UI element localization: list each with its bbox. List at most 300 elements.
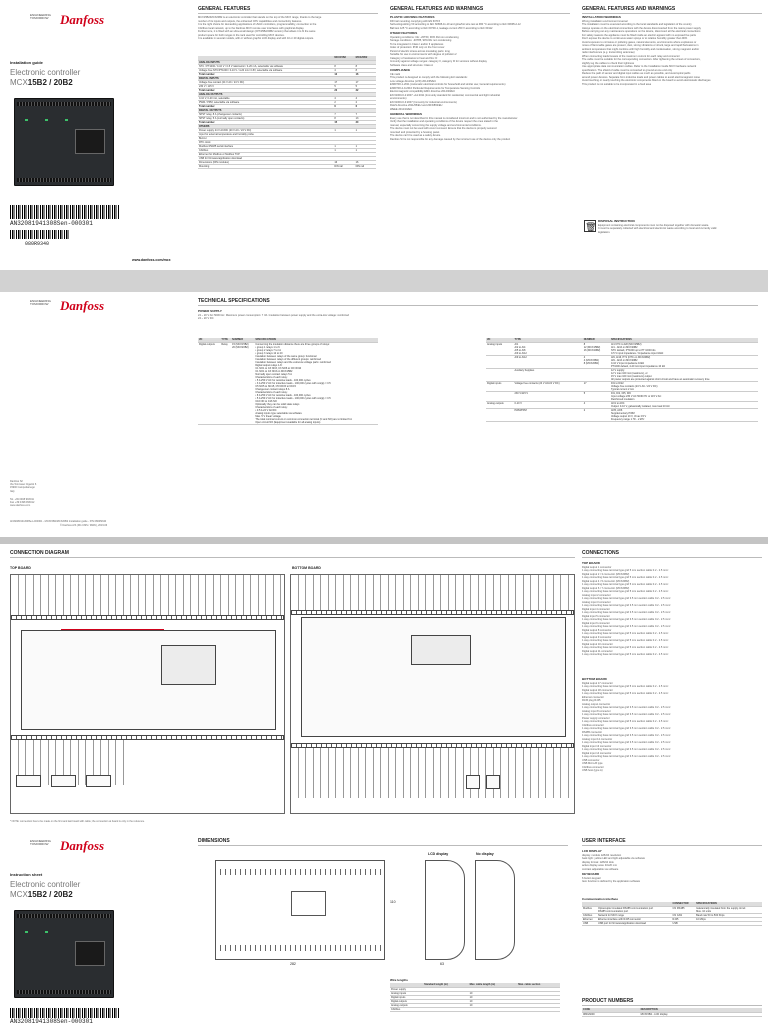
table-cell: 17 <box>583 381 610 391</box>
table-cell: Total number <box>198 72 333 76</box>
table-cell: NUMBER <box>583 338 610 342</box>
table-row <box>390 1007 560 1011</box>
instruction-sheet-title: Electronic controller <box>10 880 81 889</box>
table-cell: DIGITAL OUTPUTS <box>198 108 333 112</box>
side-view-no-display <box>475 860 515 960</box>
table-cell <box>583 368 610 381</box>
text-line: mounted and protected by a housing panel. <box>390 130 440 134</box>
text-line: Digital output 17 connector <box>582 681 613 685</box>
connections-top <box>582 560 762 670</box>
table-row <box>486 401 758 408</box>
text-line: To be integrated in Class I and/or II appliances <box>390 42 444 46</box>
text-line: ambient temperature that might combine with high humidity and condensation, strong magnetic and/or <box>582 47 700 51</box>
table-cell: SPECIFICATIONS <box>695 902 762 906</box>
brand-tagline-3: ENGINEERING TOMORROW <box>30 839 52 847</box>
table-cell: 10 <box>469 995 518 999</box>
table-cell: 15 <box>333 120 354 124</box>
table-cell: Digital inputs <box>390 995 423 999</box>
wire-length-table <box>390 983 560 1012</box>
table-cell <box>695 921 762 925</box>
text-line: number of its inputs and outputs, the enhanced CPU capabilities and connectivity features. <box>198 19 302 23</box>
table-cell: USB for firmware/application download <box>198 156 333 160</box>
side-view-lcd <box>425 860 465 960</box>
address-line: Italy <box>10 489 15 493</box>
spec-line: Max. 5 V linear voltage <box>255 414 281 418</box>
text-line: Analog input 12 connector <box>582 737 613 741</box>
section-heading: BOTTOM BOARD <box>582 677 607 681</box>
table-cell: CONNECTOR <box>672 902 696 906</box>
table-cell: SPST relay, 8 A (changeover contacts) <box>198 112 333 116</box>
spec-line: PT1000 default, 4-20 mA input impedance 10 kΩ <box>611 364 666 368</box>
contact-line: www.danfoss.com <box>10 504 31 508</box>
text-line: 24 ~ 20 V DC <box>198 317 214 320</box>
text-line: manual, especially concerning the supply voltage and environmental conditions. <box>390 123 482 127</box>
table-cell: I/O <box>198 338 220 342</box>
product-numbers-table <box>582 1008 762 1017</box>
general-warnings-body-1 <box>390 14 570 214</box>
table-cell: 4 <box>583 401 610 408</box>
table-cell: 17 <box>333 80 354 84</box>
text-line: The device can't be used as a safety device. <box>390 134 441 137</box>
text-line: Verify that the installation and operating conditions of the device respect the ones stated in the <box>390 120 498 123</box>
text-line: active display area: 40x20 mm <box>582 864 618 867</box>
text-line: When connecting loads beware of the maximum current for each relay and connector <box>582 54 680 58</box>
table-cell: 2 <box>583 408 610 421</box>
spec-line: • group 2 relays 7 to 11 <box>255 348 281 352</box>
table-cell <box>610 368 758 381</box>
section-heading: POWER SUPPLY <box>198 309 222 313</box>
text-line: Analog input 2 connector <box>582 593 611 597</box>
user-interface-title: USER INTERFACE <box>582 838 762 846</box>
table-row <box>582 1012 762 1016</box>
text-line: Digital output 18 connector <box>582 688 613 692</box>
table-cell: 230 V / 115 V <box>198 84 333 88</box>
spec-line: Insulation between relays and the extra-low voltage parts: reinforced <box>255 360 331 364</box>
dimension-height: 110 <box>390 900 396 904</box>
text-line: Operating conditions: CE: -20T60, 90% RH non condensing <box>390 35 459 39</box>
table-cell: 4 <box>355 96 376 100</box>
text-line: EN60730-2-9-2010 Particular Requirements for Temperature Sensing Controls <box>390 86 481 90</box>
spec-line: Frequency range 1 Hz - 2 kHz <box>611 417 645 421</box>
table-cell: Power supply 24 V AC/DC (20 V AC / 24 V DC) <box>198 128 333 132</box>
text-line: Digital output 2 / 3 connector (MCX20B2) <box>582 572 630 576</box>
text-line: 1 way connecting base terminal type grid 5 mm section cable 0.2 - 2.5 mm² <box>582 653 669 656</box>
top-board-label: TOP BOARD <box>10 566 31 570</box>
text-line: Analog input 8 connector <box>582 709 611 713</box>
connections-title: CONNECTIONS <box>582 550 762 558</box>
spec-line: • 3 A 250 V AC for inductive loads - 100,000 cycles with cos(φ) = 0.5 <box>255 381 331 385</box>
spec-line: C1 NO1 to C3 NO3 on MCX15B2 <box>255 369 293 373</box>
text-line: 1 way connecting base terminal type grid 3.5 mm section cable 0.2 - 2.5 mm² <box>582 597 671 600</box>
table-cell: Buzzer <box>198 136 333 140</box>
table-cell: 7 <box>333 112 354 116</box>
table-cell: TYPE <box>220 338 231 342</box>
table-cell: ANALOG INPUTS <box>198 60 333 64</box>
text-line: For safety reasons the appliance must be fitted inside an electric apparel with no exposed live parts <box>582 33 696 37</box>
text-line: 1 way connecting base terminal type grid 5 mm section cable 0.2 - 2.5 mm² <box>582 590 669 593</box>
table-cell: Analog outputs <box>486 401 514 408</box>
table-cell: Input for external temperature and humidity probe <box>198 132 333 136</box>
spec-line: NTC default, PT1000 up to PT 1000 bits <box>611 348 656 352</box>
table-cell: Auxiliary Supplies <box>514 368 583 381</box>
table-cell: USB <box>582 921 597 925</box>
text-line: back light: yellow LED and light adjustable via software <box>582 857 646 860</box>
disposal-instructions <box>598 218 760 238</box>
spec-line: AO5, AO6 <box>611 408 623 412</box>
table-cell: 8 12 (MCX15B2) 16 (MCX20B2) <box>583 342 610 355</box>
table-cell: 0-10 V, 0-20 mA, selectable <box>198 96 333 100</box>
text-line: Item function is defined by the application software <box>582 880 641 883</box>
features-table <box>198 56 376 169</box>
table-cell: Max. cable section <box>517 983 560 987</box>
text-line: Power supply connector <box>582 716 610 720</box>
table-row <box>198 342 378 424</box>
table-cell: Network for MCX range <box>597 913 672 917</box>
table-cell <box>486 391 514 401</box>
table-cell: DIN rail <box>333 164 354 168</box>
text-line: 1 way connecting base terminal type grid 5 mm section cable 0.2 - 2.5 mm² <box>582 646 669 649</box>
section-heading: PLASTIC HOUSING FEATURES <box>390 15 435 19</box>
text-line: It must be separately collected with electrical and electronic waste according to local and currently valid <box>598 227 717 230</box>
table-cell: Modbus <box>582 906 597 913</box>
table-cell: CANbus <box>390 1007 423 1011</box>
text-line: Digital input 14 connector <box>582 751 612 755</box>
table-cell: Max. cable length (m) <box>469 983 518 987</box>
general-features-intro <box>198 16 376 56</box>
table-cell: CANbus <box>582 913 597 917</box>
spec-line: 0-5 V input impedance / Impedance input 10kΩ <box>611 351 664 355</box>
table-cell: SPECIFICATIONS <box>610 338 758 342</box>
text-line: Low voltage directive (LVD) 2014/35/EU <box>390 79 436 83</box>
table-cell: 6 <box>355 104 376 108</box>
table-row <box>486 381 758 391</box>
text-line: 1 way connecting base terminal type grid 5 mm section cable 0.2 - 2.5 mm² <box>582 692 669 695</box>
spec-line: Normally open contact relays 5 A <box>255 372 292 376</box>
text-line: display format: 128x64 dots <box>582 860 614 864</box>
text-line: Digital output 9 connector <box>582 635 612 639</box>
table-cell: CN RS485 <box>672 906 696 913</box>
section-heading: TOP BOARD <box>582 561 600 565</box>
text-line: Digital output 1 connector <box>582 565 612 569</box>
text-line: CANbus connector <box>582 765 604 769</box>
table-cell: Total number <box>198 120 333 124</box>
table-cell: MCX15B2 - LCD display <box>640 1012 762 1016</box>
table-cell: AI9 to AI12 <box>514 355 583 368</box>
general-warnings-title-1: GENERAL FEATURES AND WARNINGS <box>390 6 570 14</box>
spec-line: 12 V supply: <box>611 368 625 372</box>
danfoss-logo: Danfoss <box>60 12 105 27</box>
text-line: mixes of flammable gases are present, dust, strong vibrations or shock, large and rapid fluctuations in <box>582 44 699 47</box>
text-line: It is available in several models, with or without graphic LCD display and with 10 or 20 digital outputs. <box>198 37 314 40</box>
text-line: 1 way connecting base terminal type grid 3.5 mm section cable 0.2 - 2.5 mm² <box>582 741 671 744</box>
text-line: 1 way connecting base terminal type grid 5 mm section cable 0.2 - 2.5 mm² <box>582 569 669 572</box>
text-line: Analog output connector <box>582 702 611 706</box>
manufacturer-contacts <box>10 498 34 508</box>
tech-specs-title: TECHNICAL SPECIFICATIONS <box>198 298 758 306</box>
section-heading: LCD DISPLAY <box>582 849 602 853</box>
text-line: USB Micro-B type <box>582 762 603 765</box>
spec-line: Voltage free contacts (24 V AC / 24 V DC) <box>611 384 658 388</box>
table-cell <box>610 408 758 421</box>
table-cell: 20 <box>355 120 376 124</box>
table-cell: 16 <box>333 160 354 164</box>
contact-line: Tel. +39 0498 993011 <box>10 498 34 501</box>
text-line: 1 way connecting base terminal type grid 5 mm section cable 0.2 - 2.5 mm² <box>582 720 669 723</box>
table-row <box>486 408 758 421</box>
table-cell: NTC / PT1000 / 0-10 V / 0-5 V ratiometric / 4-20 mA, selectable via software <box>198 64 333 68</box>
text-line: 1 way connecting base terminal type grid 3.5 mm section cable 0.2 - 2.5 mm² <box>582 755 671 758</box>
contact-line: Fax +39 0498 993012 <box>10 501 35 505</box>
text-line: USB host (type A) <box>582 769 603 772</box>
table-cell: 8 <box>355 68 376 72</box>
text-line: Analog input 3 connector <box>582 600 611 604</box>
table-cell: RTC clock <box>198 140 333 144</box>
spec-line: Voltage output 10 V, Vmax 15 V <box>611 414 647 418</box>
table-row <box>486 355 758 368</box>
text-line: Furthermore, it is fitted with an ultra-small design (20T/15B2/20B2 version) that allows it to fit the same <box>198 30 316 33</box>
address-line: Danfoss Srl <box>10 480 23 483</box>
spec-line: Characteristics of each relay: <box>255 405 288 409</box>
table-cell: 16 <box>355 72 376 76</box>
dimensions-title: DIMENSIONS <box>198 838 568 846</box>
bottom-board-diagram <box>290 574 575 814</box>
spec-line: DI1, DI2, DI5, DI6 <box>611 391 631 395</box>
brand-tagline: ENGINEERING TOMORROW <box>30 13 52 21</box>
spec-line: • 8 A 250 V AC for resistive loads - 100,000 cycles <box>255 393 311 397</box>
spec-line: Insulation between relays of the different groups: reinforced <box>255 357 322 361</box>
spec-line: AI1 NTC to AI8 (MCX15B2) <box>611 342 642 346</box>
text-line: Software class and structure: Class A <box>390 63 433 67</box>
table-cell: ANALOG OUTPUTS <box>198 92 333 96</box>
table-cell: SPECIFICATIONS <box>254 338 378 342</box>
lcd-display-label: LCD display <box>428 852 449 856</box>
table-cell: Voltage free contacts (24 V AC/24 V DC) <box>514 381 583 391</box>
copyright: © Danfoss A/S (RC-CMS / MWA), 2019.06 <box>60 524 108 527</box>
text-line: Suitable for use in environments with degree of pollution 2 <box>390 53 457 56</box>
table-cell: 0-10 V <box>514 401 583 408</box>
spec-line: Concerning the insulation distance there are three groups of relays: <box>255 342 330 346</box>
table-cell: 4 <box>333 68 354 72</box>
text-line: The cable must be suitable for the corresponding connectors. After tightening the screws of connectors, <box>582 58 701 61</box>
text-line: Digital output 10 connector <box>582 642 613 646</box>
table-cell: PWM/PPM <box>514 408 583 421</box>
table-cell: Analog outputs <box>390 1003 423 1007</box>
fold-band-1 <box>0 270 768 292</box>
text-line: Storage conditions: -30T85, 90% RH non condensing <box>390 39 452 42</box>
spec-line: AI9, AI16, PT1 (NTC on MCX20B2) <box>611 355 651 359</box>
text-line: 1 way connecting base terminal type grid 3.5 mm section cable 0.2 - 2.5 mm² <box>582 748 671 751</box>
text-line: Every use that is not described in this manual is considered incorrect and is not authorised by the manufacturer <box>390 116 518 120</box>
text-line: 1 way connecting base terminal type grid 3.5 mm section cable 0.2 - 2.5 mm² <box>582 706 671 709</box>
table-cell: 13 <box>355 116 376 120</box>
table-cell: Standard length (m) <box>423 983 468 987</box>
table-cell: DIGITAL INPUTS <box>198 76 333 80</box>
table-cell <box>486 368 514 381</box>
table-cell: Modbus RS485 serial interface <box>198 144 333 148</box>
table-cell: NUMBER <box>231 338 254 342</box>
text-line: Period of electric stress across insulating parts: long <box>390 49 450 53</box>
table-cell <box>254 342 378 424</box>
spec-line: Characteristics of each relay: <box>255 390 288 394</box>
table-cell: Digital outputs <box>198 342 220 424</box>
table-cell: 080G6000 <box>582 1012 640 1016</box>
text-line: Danfoss Srl is not responsible for any damage caused by the incorrect use of the device only the product <box>390 137 511 141</box>
table-cell: 10 Mbps <box>695 917 762 921</box>
table-cell: CODE <box>582 1008 640 1012</box>
connection-diagram-title: CONNECTION DIAGRAM <box>10 550 575 558</box>
table-cell <box>423 1007 468 1011</box>
spec-line: Analog inputs type selectable via software <box>255 411 302 415</box>
instruction-sheet-label: Instruction sheet <box>10 872 43 877</box>
table-cell: SPST relay, 5 A (normally open contacts) <box>198 116 333 120</box>
text-line: EN 61000-6-3:2007 (Immunity for industrial environments) <box>390 100 457 104</box>
text-line: The installation must be executed according to the local standards and legislation of the country <box>582 23 692 26</box>
text-line: RoHS directive 2011/65/EU and 2015/863/EU <box>390 104 443 107</box>
general-warnings-title-2: GENERAL FEATURES AND WARNINGS <box>582 6 762 14</box>
spec-line: DI1 to DI22 <box>611 381 624 385</box>
text-line: 1 way connecting base terminal type grid 3.5 mm section cable 0.2 - 2.5 mm² <box>582 604 671 607</box>
table-cell: 5 <box>583 391 610 401</box>
text-line: Digital input 13 connector <box>582 744 612 748</box>
text-line: slightly tug the cables to check their tightness <box>582 61 635 65</box>
spec-line: • group 1 relays 1 to 6 <box>255 345 280 349</box>
outputs-table <box>198 338 378 425</box>
section-heading: GENERAL WARNINGS <box>390 112 422 116</box>
brand-tagline-2: ENGINEERING TOMORROW <box>30 299 52 307</box>
table-cell <box>486 408 514 421</box>
spec-line: Insulation between relays of the same group: functional <box>255 354 317 358</box>
table-cell: 17 <box>355 80 376 84</box>
text-line: 1 way connecting base terminal type grid 3.5 mm section cable 0.2 - 2.5 mm² <box>582 727 671 730</box>
table-cell: 1 <box>333 128 354 132</box>
table-cell: Baud rate 50 to 500 Kbps <box>695 913 762 917</box>
table-cell: TYPE <box>514 338 583 342</box>
text-line: WEEE 2012/19/EU <box>390 107 413 111</box>
doc-reference: AN32081941308Sen-000301 - MCX15B2/MCX20B2 Installation guide - P/N 080R9340 <box>10 520 107 523</box>
table-cell: 2 <box>333 100 354 104</box>
table-cell: 8 <box>333 116 354 120</box>
text-line: 1 way connecting base terminal type grid 5 mm section cable 0.2 - 2.5 mm² <box>582 685 669 688</box>
spec-line: AI1 - AI16 on MCX20B2 <box>611 345 638 349</box>
text-line: display: module 128x64 resolution <box>582 853 622 857</box>
text-line: Use appropriate data communication cables. Refer to the Installation Guide MCX hardware network <box>582 65 697 68</box>
install-guide-label: Installation guide <box>10 60 43 65</box>
table-cell: Analog inputs <box>486 342 514 355</box>
power-supply <box>198 308 758 338</box>
spec-line: 12 V max 100 mA (maximum), or <box>611 371 648 375</box>
table-cell: DESCRIPTION <box>640 1008 762 1012</box>
table-row <box>486 368 758 381</box>
text-line: 1 way connecting base terminal type grid 5 mm section cable 0.2 - 2.5 mm² <box>582 632 669 635</box>
spec-line: C1 NO1 to C3 NO3, C3 NO6 to C6 NO10 <box>255 366 302 370</box>
text-line: Always operate on the electrical connections with the device disconnected from the mains power supply <box>582 26 701 30</box>
fold-band-2 <box>0 537 768 544</box>
spec-line: 0-10 V input impedance 10kΩ <box>611 361 645 365</box>
spec-line: • 0.5 A 24 V AC/DC <box>255 408 277 412</box>
section-heading: KEYBOARD <box>582 872 600 876</box>
barcode-text-2: AN32081941308Sen-000301 <box>10 1018 93 1024</box>
wire-table-title: Wire lengths <box>390 978 408 982</box>
text-line: Digital input 6 connector <box>582 621 610 625</box>
product-numbers-title: PRODUCT NUMBERS <box>582 998 762 1006</box>
general-warnings-body-2 <box>582 14 762 114</box>
spec-line: Typical current 2 mA <box>611 387 634 391</box>
text-line: 1 way connecting base terminal type grid 3.5 mm section cable 0.2 - 2.5 mm² <box>582 611 671 614</box>
table-cell: Total number <box>198 104 333 108</box>
table-cell: 12 <box>333 72 354 76</box>
text-line: environments) <box>390 97 407 100</box>
dimension-width: 282 <box>290 962 296 966</box>
table-cell: Total number <box>198 88 333 92</box>
table-row <box>486 342 758 355</box>
table-cell: 5 <box>355 84 376 88</box>
section-heading: COMPLIANCE <box>390 68 411 72</box>
table-cell: USB <box>672 921 696 925</box>
table-cell: Ethernet interface with RJ45 connector <box>597 917 672 921</box>
table-cell: Relay <box>220 342 231 424</box>
table-cell: 22 <box>355 88 376 92</box>
address-line: 15900 Campodarsego <box>10 486 35 490</box>
text-line: product space for both ranges in the rack used for controlling MCX devices. <box>198 33 285 37</box>
text-line: Digital output 6 / 7 connector (MCX20B2) <box>582 586 630 590</box>
table-cell: 7 <box>355 112 376 116</box>
table-cell: 230 V/115 V <box>514 391 583 401</box>
text-line: CE mark <box>390 72 401 76</box>
text-line: Digital output 11 connector <box>582 649 613 653</box>
install-guide-title: Electronic controller <box>10 68 81 77</box>
table-cell: PWM / PPM, selectable via software <box>198 100 333 104</box>
text-line: 1 way connecting base terminal type grid 5 mm section cable 0.2 - 2.5 mm² <box>582 576 669 579</box>
danfoss-logo-2: Danfoss <box>60 298 105 313</box>
connections-bottom <box>582 676 762 826</box>
table-cell: USB port for firmware/application download <box>597 921 672 925</box>
table-cell <box>610 381 758 391</box>
spec-line: The total nominal current on common connection terminal (C and NO) are to limited 6 A <box>255 417 352 421</box>
text-line: Avoid touching or nearly touching the electronic components fitted on the board to avoid electrostatic discharges <box>582 79 711 82</box>
table-cell: Power supply <box>390 987 423 991</box>
text-line: contrast adjustable via software <box>582 867 619 871</box>
text-line: Avoid exposure to corrosive or polluting gases, natural elements, environments where explosives or <box>582 40 697 44</box>
install-guide-model: MCX15B2 / 20B2 <box>10 78 73 87</box>
text-line: CANbus connector <box>582 723 604 727</box>
table-cell: CANbus <box>198 148 333 152</box>
table-cell: 10 <box>469 991 518 995</box>
table-cell: Dimensions (DIN modules) <box>198 160 333 164</box>
address-line: Via Tommaso Cigarini 6 <box>10 483 37 487</box>
barcode-2 <box>10 1008 120 1018</box>
text-line: 1 way connecting base terminal type grid 3.5 mm section cable 0.2 - 2.5 mm² <box>582 734 671 737</box>
barcode-small <box>10 230 70 239</box>
table-row <box>582 906 762 913</box>
table-cell: Digital outputs <box>390 999 423 1003</box>
text-line: Digital input 5 connector <box>582 614 610 618</box>
weee-bin-icon: 🗑 <box>585 222 597 232</box>
table-cell: 16 <box>355 160 376 164</box>
text-line: EN60730-1-2011 (Automatic electrical controls for household and similar use; General requirements) <box>390 83 506 86</box>
text-line: DIN rail mounting complying with EN 60715 <box>390 19 441 23</box>
lcd-keyboard-specs <box>582 848 762 896</box>
table-cell: 8 <box>355 64 376 68</box>
comm-interface-title: Communication interface <box>582 897 619 901</box>
text-line: around power devices. Separate from inductive loads and power cables to avoid electromagnetic noise <box>582 75 700 79</box>
table-cell <box>469 1007 518 1011</box>
instruction-sheet-model: MCX15B2 / 20B2 <box>10 890 73 899</box>
table-cell: DIN rail <box>355 164 376 168</box>
table-cell: Digital inputs <box>486 381 514 391</box>
product-code: 080R9340 <box>25 241 50 247</box>
text-line: Before carrying out any maintenance operations on the device, disconnect all the electrical connections <box>582 30 701 33</box>
spec-line: Output: 0-10 V, galvanically isolated, max load 10 kΩ <box>611 404 670 408</box>
